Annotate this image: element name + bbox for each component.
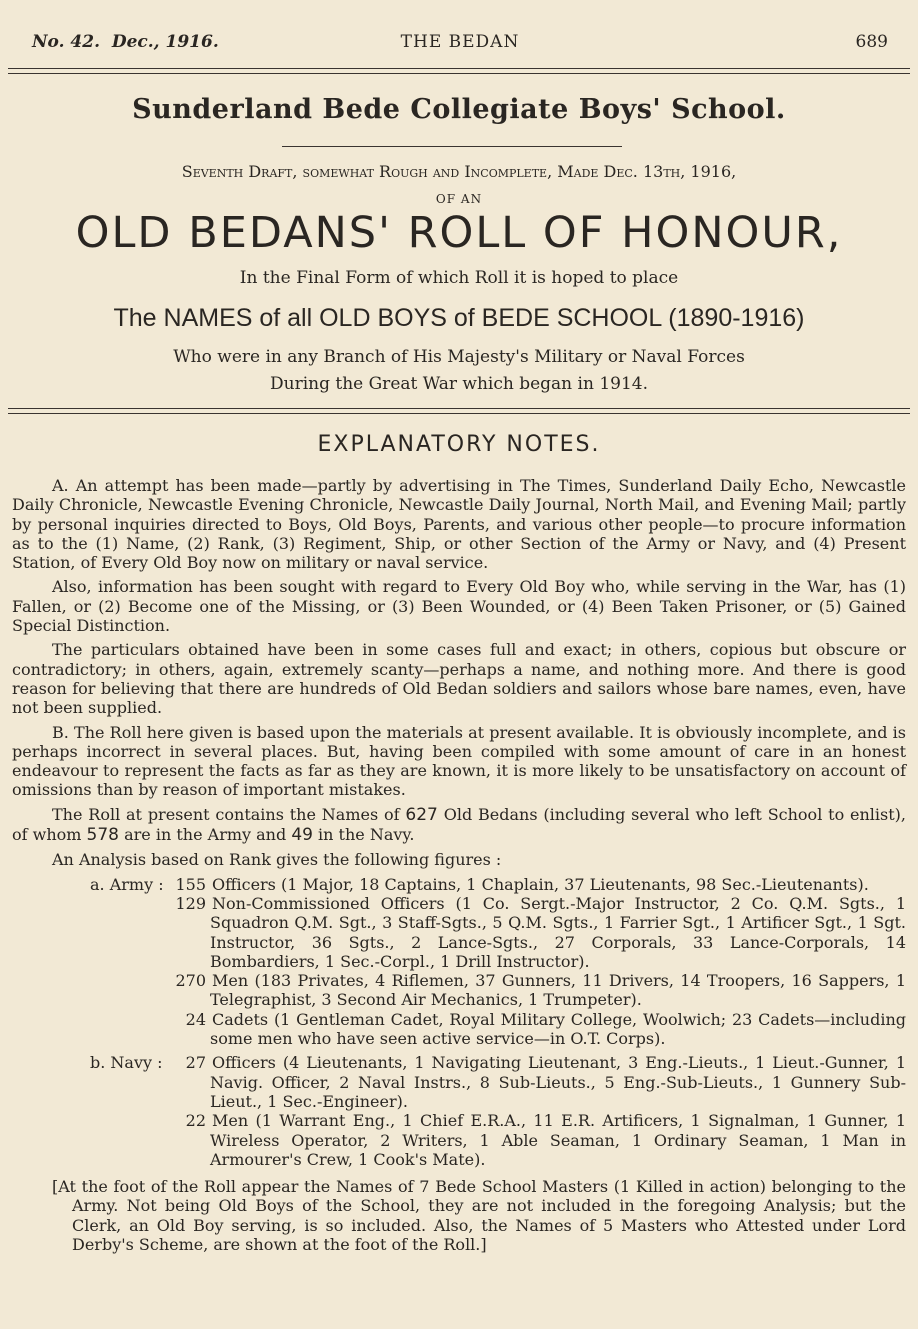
navy-count: 49 <box>291 825 313 846</box>
analysis-intro: An Analysis based on Rank gives the following figures : <box>52 850 502 870</box>
footnote: [At the foot of the Roll appear the Names of 7 Bede School Masters (1 Killed in action) belonging to the Army. Not being Old Boys of the School, they are not included in the foregoing Analysis; but the Clerk, an Old Boy serving, is so included. Also, the Names of 5 Masters who Attested under Lord Derby's Scheme, are shown at the foot of the Roll.] <box>52 1177 906 1254</box>
paragraph-particulars: The particulars obtained have been in some cases full and exact; in others, copious but obscure or contradictory; in others, again, extremely scanty—perhaps a name, and nothing more. And there is good reason for believing that there are hundreds of Old Bedan soldiers and sailors whose bare names, even, have not been supplied. <box>12 640 906 718</box>
title-divider <box>282 146 622 147</box>
roll-text-1: The Roll at present contains the Names of <box>52 804 400 824</box>
final-form-line: In the Final Form of which Roll it is hoped to place <box>239 268 679 288</box>
page-number: 689 <box>855 32 888 52</box>
paragraph-roll-count <box>12 805 906 846</box>
issue-number: No. 42. <box>32 32 100 52</box>
navy-row: 27 Officers (4 Lieutenants, 1 Navigating Lieutenant, 3 Eng.-Lieuts., 1 Lieut.-Gunner, 1 Navig. Officer, 2 Naval Instrs., 8 Sub-Lieuts., 5 Eng.-Sub-Lieuts., 1 Gunnery Sub-Lieut., 1 Sec.-Engineer). <box>185 1053 906 1111</box>
roll-text-2: Old Bedans (including several who left School to enlist), of whom <box>12 804 907 845</box>
paragraph-b: B. The Roll here given is based upon the materials at present available. It is obviously incomplete, and is perhaps incorrect in several places. But, having been compiled with some amount of care in an honest endeavour to represent the facts as far as they are known, it is more likely to be unsatisfactory on account of omissions than by reason of important mistakes. <box>12 722 906 800</box>
army-analysis <box>90 875 906 1049</box>
issue-date-text: Dec., 1916. <box>111 32 219 52</box>
roll-text-3: are in the Army and <box>124 825 287 845</box>
page-header <box>32 32 888 62</box>
paragraph-a: A. An attempt has been made—partly by advertising in The Times, Sunderland Daily Echo, Newcastle Daily Chronicle, Newcastle Evening Chronicle, Newcastle Daily Journal, North Mail, and Evening Mail; partly by personal inquiries directed to Boys, Old Boys, Parents, and various other people—to procure information as to the (1) Name, (2) Rank, (3) Regiment, Ship, or other Section of the Army or Navy, and (4) Present Station, of Every Old Boy now on military or naval service. <box>12 476 906 573</box>
navy-row: 22 Men (1 Warrant Eng., 1 Chief E.R.A., 11 E.R. Artificers, 1 Signalman, 1 Gunner, 1 Wireless Operator, 2 Writers, 1 Able Seaman, 1 Ordinary Seaman, 1 Man in Armourer's Crew, 1 Cook's Mate). <box>185 1111 906 1169</box>
school-name: Sunderland Bede Collegiate Boys' School. <box>132 94 786 125</box>
draft-line: Seventh Draft, somewhat Rough and Incomplete, Made Dec. 13th, 1916, <box>181 162 737 181</box>
total-count: 627 <box>405 804 438 825</box>
journal-title: THE BEDAN <box>400 32 520 52</box>
paragraph-also: Also, information has been sought with regard to Every Old Boy who, while serving in the War, has (1) Fallen, or (2) Become one of the Missing, or (3) Been Wounded, or (4) Been Taken Prisoner, or (5) Gained Special Distinction. <box>12 577 906 636</box>
army-row: 24 Cadets (1 Gentleman Cadet, Royal Military College, Woolwich; 23 Cadets—including some men who have seen active service—in O.T. Corps). <box>185 1009 906 1049</box>
of-an: OF AN <box>435 192 483 206</box>
who-line-2: During the Great War which began in 1914. <box>269 374 648 394</box>
army-row: 129 Non-Commissioned Officers (1 Co. Sergt.-Major Instructor, 2 Co. Q.M. Sgts., 1 Squadron Q.M. Sgt., 3 Staff-Sgts., 5 Q.M. Sgts., 1 Farrier Sgt., 1 Artificer Sgt., 1 Sgt. Instructor, 36 Sgts., 2 Lance-Sgts., 27 Corporals, 33 Lance-Corporals, 14 Bombardiers, 1 Sec.-Corpl., 1 Drill Instructor). <box>175 893 906 971</box>
army-row: 270 Men (183 Privates, 4 Riflemen, 37 Gunners, 11 Drivers, 14 Troopers, 16 Sappers, 1 Telegraphist, 3 Second Air Mechanics, 1 Trumpeter). <box>175 971 906 1010</box>
notes-title: EXPLANATORY NOTES. <box>317 432 601 457</box>
navy-label: b. Navy : <box>90 1053 163 1073</box>
army-count: 578 <box>86 825 119 846</box>
section-rule <box>8 408 910 414</box>
army-row: 155 Officers (1 Major, 18 Captains, 1 Chaplain, 37 Lieutenants, 98 Sec.-Lieutenants). <box>175 874 869 894</box>
header-rule <box>8 68 910 74</box>
who-lines <box>0 344 918 398</box>
roll-title: OLD BEDANS' ROLL OF HONOUR, <box>75 208 843 258</box>
names-line: The NAMES of all OLD BOYS of BEDE SCHOOL (1890-1916) <box>113 304 805 332</box>
army-label: a. Army : <box>90 874 164 894</box>
navy-analysis <box>90 1053 906 1169</box>
who-line-1: Who were in any Branch of His Majesty's Military or Naval Forces <box>173 347 745 367</box>
notes-body <box>12 476 906 1254</box>
roll-text-4: in the Navy. <box>318 825 415 845</box>
